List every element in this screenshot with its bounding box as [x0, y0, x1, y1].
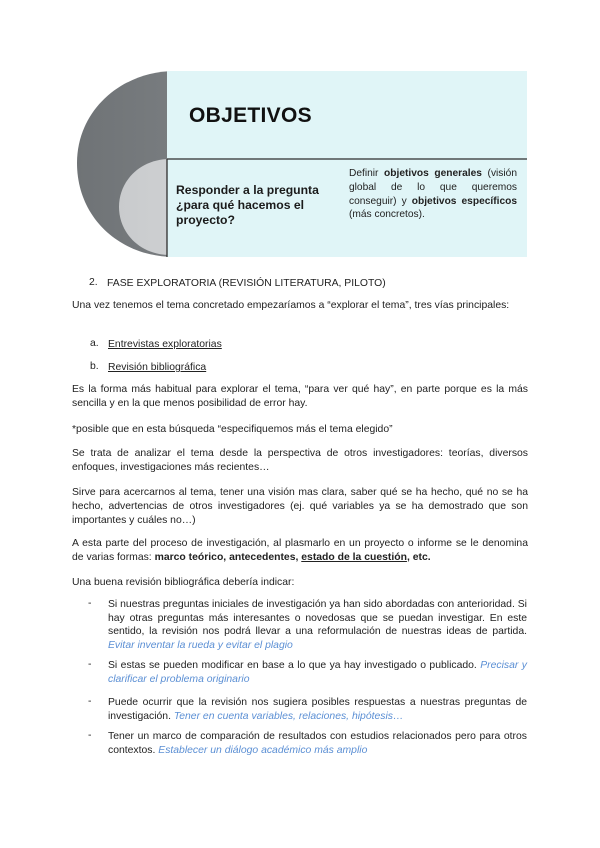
paragraph-1: Es la forma más habitual para explorar el tema, “para ver qué hay”, en parte porque es la más sencilla y en la que menos posibilidad de error hay.: [72, 384, 528, 409]
section-number: 2.: [89, 277, 98, 288]
bullet-dash: -: [88, 598, 92, 609]
bullet-2: Si estas se pueden modificar en base a lo que ya hay investigado o publicado. Precisar y clarificar el problema originario: [108, 660, 527, 685]
definir-text: Definir objetivos generales (visión global de lo que queremos conseguir) y objetivos específicos (más concretos).: [349, 168, 518, 221]
paragraph-3: Se trata de analizar el tema desde la perspectiva de otros investigadores: teorías, diversos enfoques, investigaciones más recientes…: [72, 448, 528, 473]
paragraph-6: Una buena revisión bibliográfica debería indicar:: [72, 577, 295, 588]
bullet-dash: -: [88, 730, 92, 741]
paragraph-4: Sirve para acercarnos al tema, tener una visión mas clara, saber qué se ha hecho, qué no se ha hecho, advertencias de otros investigadores (ej. qué variables ya se ha demostrado que son importantes y cuáles no…): [72, 487, 528, 526]
section-heading: FASE EXPLORATORIA (REVISIÓN LITERATURA, PILOTO): [107, 278, 386, 289]
bullet-4: Tener un marco de comparación de resultados con estudios relacionados pero para otros contextos. Establecer un diálogo académico más amplio: [108, 731, 527, 756]
header-graphic: [0, 0, 600, 270]
list-marker-b: b.: [90, 361, 99, 372]
list-marker-a: a.: [90, 338, 99, 349]
bullet-dash: -: [88, 659, 92, 670]
paragraph-5: A esta parte del proceso de investigación, al plasmarlo en un proyecto o informe se le denomina de varias formas: marco teórico, antecedentes, estado de la cuestión, etc.: [72, 538, 528, 563]
intro-paragraph: Una vez tenemos el tema concretado empezaríamos a “explorar el tema”, tres vías principales:: [72, 300, 510, 311]
via-revision: Revisión bibliográfica: [108, 362, 207, 373]
objetivos-panel: [167, 71, 527, 257]
bullet-3: Puede ocurrir que la revisión nos sugiera posibles respuestas a nuestras preguntas de investigación. Tener en cuenta variables, relaciones, hipótesis…: [108, 697, 527, 722]
bullet-1: Si nuestras preguntas iniciales de investigación ya han sido abordadas con anterioridad. Si hay otras preguntas más interesantes o novedosas que se puedan investigar. En este sentido, la revisión nos podrá llevar a una reformulación de nuestras ideas de partida. Evitar inventar la rueda y evitar el plagio: [108, 599, 527, 651]
paragraph-2: *posible que en esta búsqueda “especifiquemos más el tema elegido”: [72, 424, 393, 435]
page-title: OBJETIVOS: [189, 104, 312, 127]
question-text: Responder a la pregunta ¿para qué hacemos el proyecto?: [176, 183, 319, 227]
bullet-dash: -: [88, 696, 92, 707]
via-entrevistas: Entrevistas exploratorias: [108, 339, 222, 350]
